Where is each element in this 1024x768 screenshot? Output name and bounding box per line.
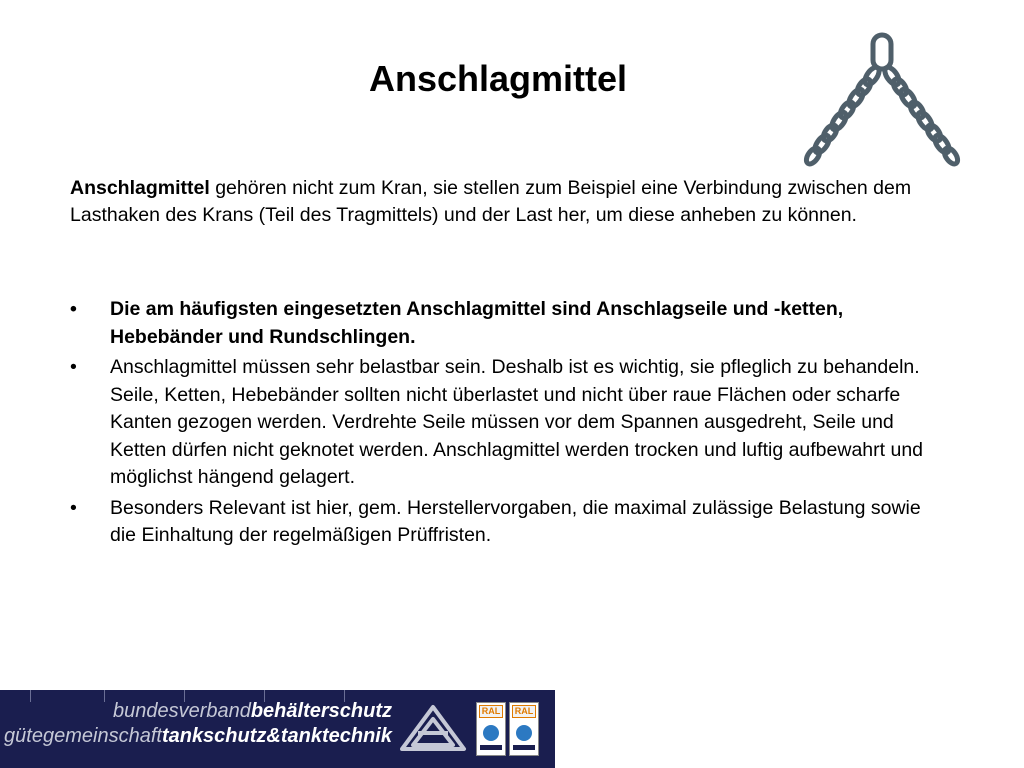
- bullet-text: Anschlagmittel müssen sehr belastbar sein. Deshalb ist es wichtig, sie pfleglich zu behandeln. Seile, Ketten, Hebebänder sollten nicht überlastet und nicht über raue Flächen oder scharfe Kanten gezogen werden. Verdrehte Seile müssen vor dem Spannen ausgedreht, Seile und Ketten dürfen nicht geknotet werden. Anschlagmittel werden trocken und luftig aufbewahrt und möglichst hängend gelagert.: [110, 356, 924, 488]
- footer-quality-light: gütegemeinschaft: [4, 725, 162, 747]
- ral-seal-icon: [476, 702, 506, 756]
- intro-lead: Anschlagmittel: [70, 177, 210, 199]
- ral-seal-icon: [509, 702, 539, 756]
- footer-association-bold: behälterschutz: [250, 700, 392, 722]
- ral-label: RAL: [479, 705, 503, 718]
- bullet-item: [70, 354, 950, 492]
- intro-paragraph: [70, 175, 950, 229]
- footer-line-quality: [0, 725, 392, 748]
- footer-quality-bold: tankschutz&tanktechnik: [161, 725, 392, 747]
- bullet-marker: •: [70, 356, 77, 378]
- bullet-item: [70, 495, 950, 550]
- bullet-list: [70, 296, 950, 553]
- ral-emblem: [516, 725, 532, 741]
- bullet-item: [70, 296, 950, 351]
- ral-bar: [513, 745, 535, 750]
- footer-association-light: bundesverband: [112, 700, 251, 722]
- slide-title: Anschlagmittel: [368, 58, 628, 99]
- intro-text: gehören nicht zum Kran, sie stellen zum Beispiel eine Verbindung zwischen dem Lasthaken des Krans (Teil des Tragmittels) und der Last her, um diese anheben zu können.: [70, 177, 912, 226]
- footer-banner: [0, 690, 555, 768]
- bullet-marker: •: [70, 496, 77, 519]
- company-logo-icon: [398, 703, 468, 753]
- chain-icon: [800, 32, 966, 168]
- footer-line-association: [0, 700, 392, 723]
- bullet-text: Besonders Relevant ist hier, gem. Herstellervorgaben, die maximal zulässige Belastung sowie die Einhaltung der regelmäßigen Prüffristen.: [110, 496, 921, 546]
- bullet-text: Die am häufigsten eingesetzten Anschlagmittel sind Anschlagseile und -ketten, Hebebänder und Rundschlingen.: [110, 298, 844, 348]
- ral-bar: [480, 745, 502, 750]
- bullet-marker: •: [70, 298, 77, 320]
- ral-label: RAL: [512, 705, 536, 718]
- ral-emblem: [483, 725, 499, 741]
